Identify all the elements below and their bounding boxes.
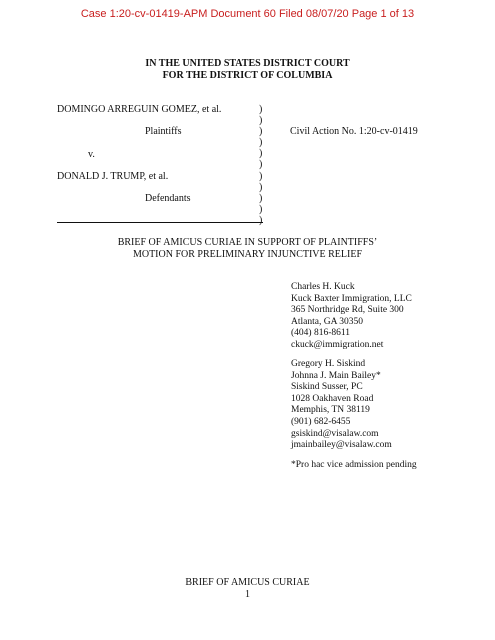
caption-underline xyxy=(57,222,263,223)
page-footer xyxy=(0,577,495,601)
counsel-line: 365 Northridge Rd, Suite 300 xyxy=(291,305,404,316)
defendant-name: DONALD J. TRUMP, et al. xyxy=(57,171,169,182)
defendant-role: Defendants xyxy=(145,193,191,204)
versus-label: v. xyxy=(88,149,95,160)
ecf-filing-header: Case 1:20-cv-01419-APM Document 60 Filed 08/07/20 Page 1 of 13 xyxy=(80,8,415,20)
counsel-email: jmainbailey@visalaw.com xyxy=(291,440,392,451)
pro-hac-vice-note: *Pro hac vice admission pending xyxy=(291,460,417,470)
caption-paren: ) xyxy=(259,104,263,115)
brief-title-line-2: MOTION FOR PRELIMINARY INJUNCTIVE RELIEF xyxy=(132,249,363,260)
caption-paren: ) xyxy=(259,170,263,182)
caption-paren-column xyxy=(259,104,269,226)
case-number: Civil Action No. 1:20-cv-01419 xyxy=(290,126,418,137)
counsel-line: 1028 Oakhaven Road xyxy=(291,393,374,404)
caption-paren: ) xyxy=(259,159,263,171)
plaintiff-name: DOMINGO ARREGUIN GOMEZ, et al. xyxy=(57,104,222,115)
counsel-email: gsiskind@visalaw.com xyxy=(291,428,379,439)
counsel-line: Memphis, TN 38119 xyxy=(291,405,370,416)
brief-title xyxy=(0,237,495,261)
counsel-line: Charles H. Kuck xyxy=(291,282,355,292)
counsel-line: Johnna J. Main Bailey* xyxy=(291,370,381,381)
court-heading xyxy=(0,58,495,82)
footer-title: BRIEF OF AMICUS CURIAE xyxy=(185,577,310,588)
caption-paren: ) xyxy=(259,203,263,215)
plaintiff-role: Plaintiffs xyxy=(145,126,182,137)
counsel-block-siskind xyxy=(291,359,392,452)
counsel-line: Kuck Baxter Immigration, LLC xyxy=(291,293,412,304)
caption-paren: ) xyxy=(259,126,263,138)
caption-paren: ) xyxy=(259,192,263,204)
counsel-line: (901) 682-6455 xyxy=(291,416,351,427)
counsel-line: Siskind Susser, PC xyxy=(291,382,363,393)
caption-paren: ) xyxy=(259,115,263,127)
caption-paren: ) xyxy=(259,214,263,226)
counsel-line: Gregory H. Siskind xyxy=(291,359,366,369)
court-heading-line-2: FOR THE DISTRICT OF COLUMBIA xyxy=(162,70,333,81)
caption-paren: ) xyxy=(259,137,263,149)
counsel-block-kuck xyxy=(291,282,412,352)
court-heading-line-1: IN THE UNITED STATES DISTRICT COURT xyxy=(145,58,350,69)
counsel-line: Atlanta, GA 30350 xyxy=(291,316,364,327)
caption-paren: ) xyxy=(259,181,263,193)
counsel-line: (404) 816-8611 xyxy=(291,328,351,339)
caption-paren: ) xyxy=(259,148,263,160)
counsel-email: ckuck@immigration.net xyxy=(291,339,384,350)
brief-title-line-1: BRIEF OF AMICUS CURIAE IN SUPPORT OF PLAINTIFFS’ xyxy=(117,237,378,248)
page-number: 1 xyxy=(245,589,250,600)
